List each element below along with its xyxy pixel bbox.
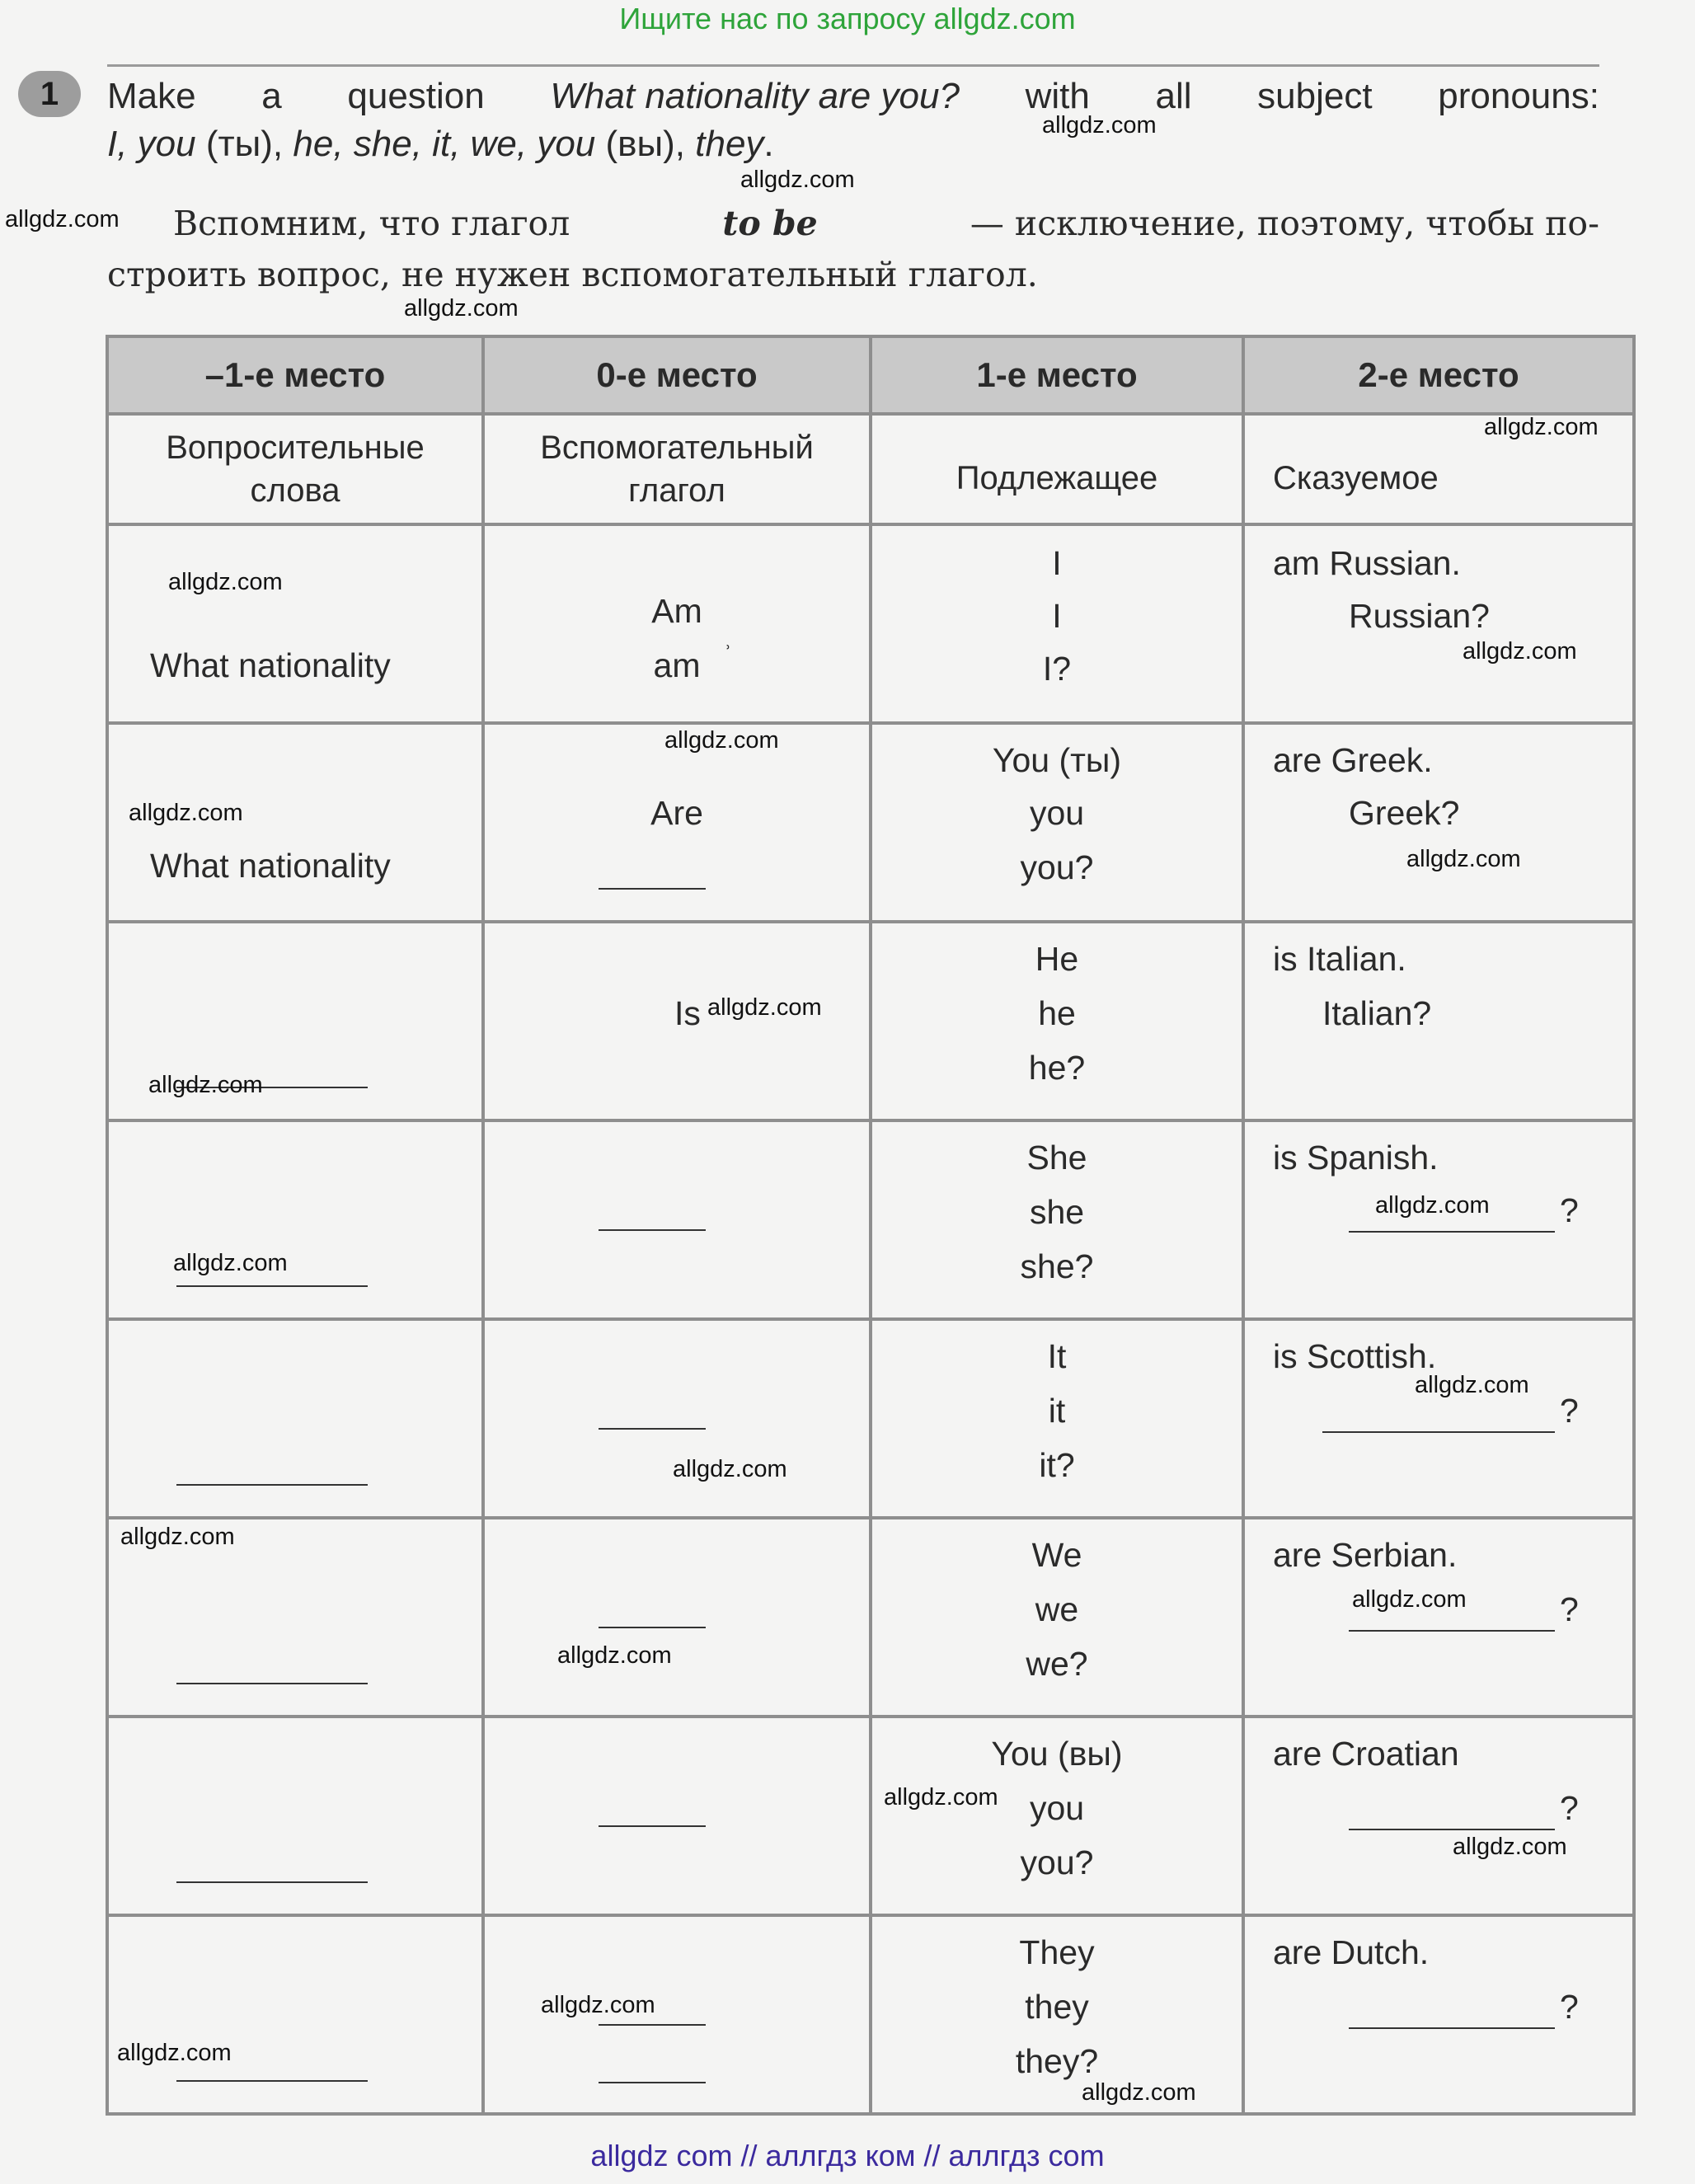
header-cell: 1-е место [871,336,1243,414]
predicate-cell [1243,1518,1634,1717]
subject-cell [871,922,1243,1120]
table-row [107,1915,1634,2114]
header-cell: 2-е место [1243,336,1634,414]
answer-blank[interactable] [176,1484,368,1486]
table-row [107,922,1634,1120]
answer-blank[interactable] [176,2080,368,2082]
task-word: with [1025,76,1090,116]
qword-cell [107,524,483,723]
predicate-cell [1243,723,1634,922]
watermark: allgdz.com [5,206,120,232]
subheader-text: Вспомогательный глагол [540,430,814,509]
task-word: pronouns: [1438,76,1599,116]
watermark: allgdz.com [541,1992,655,2018]
subject: she? [1020,1247,1094,1285]
answer-blank[interactable] [599,1428,706,1430]
subject: You (вы) [991,1735,1123,1773]
answer-blank[interactable] [176,1683,368,1684]
note-line-1 [107,198,1599,249]
subject: you [1029,794,1085,832]
predicate: Italian? [1322,994,1432,1032]
subject: we? [1026,1645,1088,1683]
question-mark: ? [1560,1392,1579,1430]
table-row [107,1319,1634,1518]
subject-cell [871,1120,1243,1319]
predicate: is Spanish. [1273,1139,1439,1177]
table-subheader-row [107,414,1634,524]
aux-verb: Is [674,994,701,1032]
predicate-cell [1243,1120,1634,1319]
watermark: allgdz.com [1484,414,1599,440]
answer-blank[interactable] [1322,1431,1555,1433]
answer-blank[interactable] [599,888,706,890]
subject: I [1052,544,1062,582]
answer-blank[interactable] [1349,1630,1555,1632]
predicate-cell [1243,524,1634,723]
question-mark: ? [1560,1191,1579,1229]
task-word: question [347,76,485,116]
subject: They [1019,1933,1095,1971]
note-line-2: строить вопрос, не нужен вспомогательный глагол. [107,255,1038,294]
aux-cell [483,1717,871,1915]
subject-cell [871,1518,1243,1717]
watermark: allgdz.com [168,569,283,595]
header-cell: –1-е место [107,336,483,414]
subject: it [1048,1392,1066,1430]
question-mark: ? [1560,1988,1579,2026]
watermark: allgdz.com [1352,1586,1467,1613]
task-word: subject [1257,76,1373,116]
aux-verb: Am [651,592,702,630]
task-word: all [1155,76,1192,116]
qword-cell [107,1319,483,1518]
pronoun-list: he, she, it, we, you [293,124,596,164]
watermark: allgdz.com [1406,846,1521,872]
aux-cell [483,1319,871,1518]
question-word: What nationality [150,847,391,885]
subject: She [1026,1139,1087,1177]
subheader-cell [871,414,1243,524]
watermark: allgdz.com [1375,1192,1490,1219]
table-header-row [107,336,1634,414]
watermark: allgdz.com [120,1524,235,1550]
watermark: allgdz.com [173,1250,288,1276]
answer-blank[interactable] [599,1825,706,1827]
subject: they? [1015,2042,1099,2080]
subject-cell [871,524,1243,723]
note-keyword: to be [722,204,818,243]
pronoun-list: they [695,124,764,164]
aux-cell [483,1120,871,1319]
task-line-2 [107,120,1599,168]
predicate: Greek? [1349,794,1460,832]
task-word: a [261,76,282,116]
answer-blank[interactable] [599,1627,706,1628]
pronoun-gloss: (вы), [595,124,696,164]
qword-cell [107,1915,483,2114]
watermark: allgdz.com [557,1642,672,1669]
answer-blank[interactable] [599,2024,706,2026]
subject: It [1047,1337,1067,1375]
watermark: allgdz.com [740,167,855,193]
watermark: allgdz.com [1463,638,1577,665]
aux-verb: Are [650,794,703,832]
subject: you? [1020,1843,1094,1881]
grammar-note [107,198,1599,300]
subheader-text: Подлежащее [955,460,1158,496]
pronoun-gloss: (ты), [195,124,293,164]
subject: we [1035,1590,1079,1628]
watermark: allgdz.com [1415,1372,1529,1398]
answer-blank[interactable] [599,1229,706,1231]
answer-blank[interactable] [1349,2027,1555,2029]
subject: you? [1020,848,1094,886]
subject-cell [871,1717,1243,1915]
predicate: are Dutch. [1273,1933,1430,1971]
watermark: allgdz.com [664,727,779,754]
task-word: Make [107,76,196,116]
watermark: allgdz.com [884,1784,998,1811]
question-mark: ? [1560,1789,1579,1827]
predicate-cell [1243,1717,1634,1915]
task-text [107,73,1599,168]
predicate: is Italian. [1273,940,1406,978]
qword-cell [107,1120,483,1319]
watermark: allgdz.com [673,1456,787,1482]
answer-blank[interactable] [176,1285,368,1287]
subheader-cell [107,414,483,524]
watermark: allgdz.com [1042,112,1157,139]
predicate: are Serbian. [1273,1536,1458,1574]
exercise-number-badge: 1 [18,71,81,117]
predicate: is Scottish. [1273,1337,1437,1375]
subject-cell [871,1319,1243,1518]
watermark: allgdz.com [148,1072,263,1098]
subject: We [1031,1536,1082,1574]
answer-blank[interactable] [599,2082,706,2083]
subject: You (ты) [992,741,1122,779]
predicate: are Greek. [1273,741,1433,779]
subject: it? [1039,1446,1075,1484]
top-banner: Ищите нас по запросу allgdz.com [619,2,1076,35]
header-cell: 0-е место [483,336,871,414]
answer-blank[interactable] [1349,1231,1555,1233]
watermark: allgdz.com [707,994,822,1021]
subject: I? [1042,650,1072,688]
note-text: Вспомним, что глагол [173,204,570,243]
table-row [107,1717,1634,1915]
table-row [107,1518,1634,1717]
aux-verb: am [653,646,701,684]
table-row [107,723,1634,922]
answer-blank[interactable] [176,1881,368,1883]
answer-blank[interactable] [1349,1829,1555,1830]
question-word: What nationality [150,646,391,684]
subject: I [1052,597,1062,635]
aux-cell [483,524,871,723]
bottom-banner: allgdz com // аллгдз ком // аллгдз com [590,2139,1105,2172]
subject: she [1029,1193,1085,1231]
watermark: allgdz.com [1082,2079,1196,2106]
question-table [106,335,1636,2116]
predicate: are Croatian [1273,1735,1459,1773]
task-line-1 [107,73,1599,120]
pronoun-list: I, you [107,124,196,164]
predicate-cell [1243,1915,1634,2114]
note-text: — исключение, поэтому, чтобы по- [970,204,1599,243]
subject: He [1035,940,1079,978]
predicate: am Russian. [1273,544,1461,582]
subject: he? [1028,1049,1086,1087]
pronoun-gloss: . [763,124,774,164]
stray-mark: ʾ [724,641,732,669]
subject: you [1029,1789,1085,1827]
subheader-text: Сказуемое [1273,460,1439,496]
subheader-text: Вопросительные слова [166,430,425,509]
table-row [107,1120,1634,1319]
predicate-cell [1243,1319,1634,1518]
table-row [107,524,1634,723]
watermark: allgdz.com [129,800,243,826]
subject-cell [871,723,1243,922]
watermark: allgdz.com [117,2040,232,2066]
question-mark: ? [1560,1590,1579,1628]
watermark: allgdz.com [404,295,519,322]
aux-cell [483,1518,871,1717]
predicate-cell [1243,922,1634,1120]
subject: they [1025,1988,1089,2026]
watermark: allgdz.com [1453,1834,1567,1860]
qword-cell [107,1717,483,1915]
predicate: Russian? [1349,597,1490,635]
top-rule [107,64,1599,67]
subject: he [1038,994,1076,1032]
subheader-cell [483,414,871,524]
task-question-example: What nationality are you? [550,76,960,116]
